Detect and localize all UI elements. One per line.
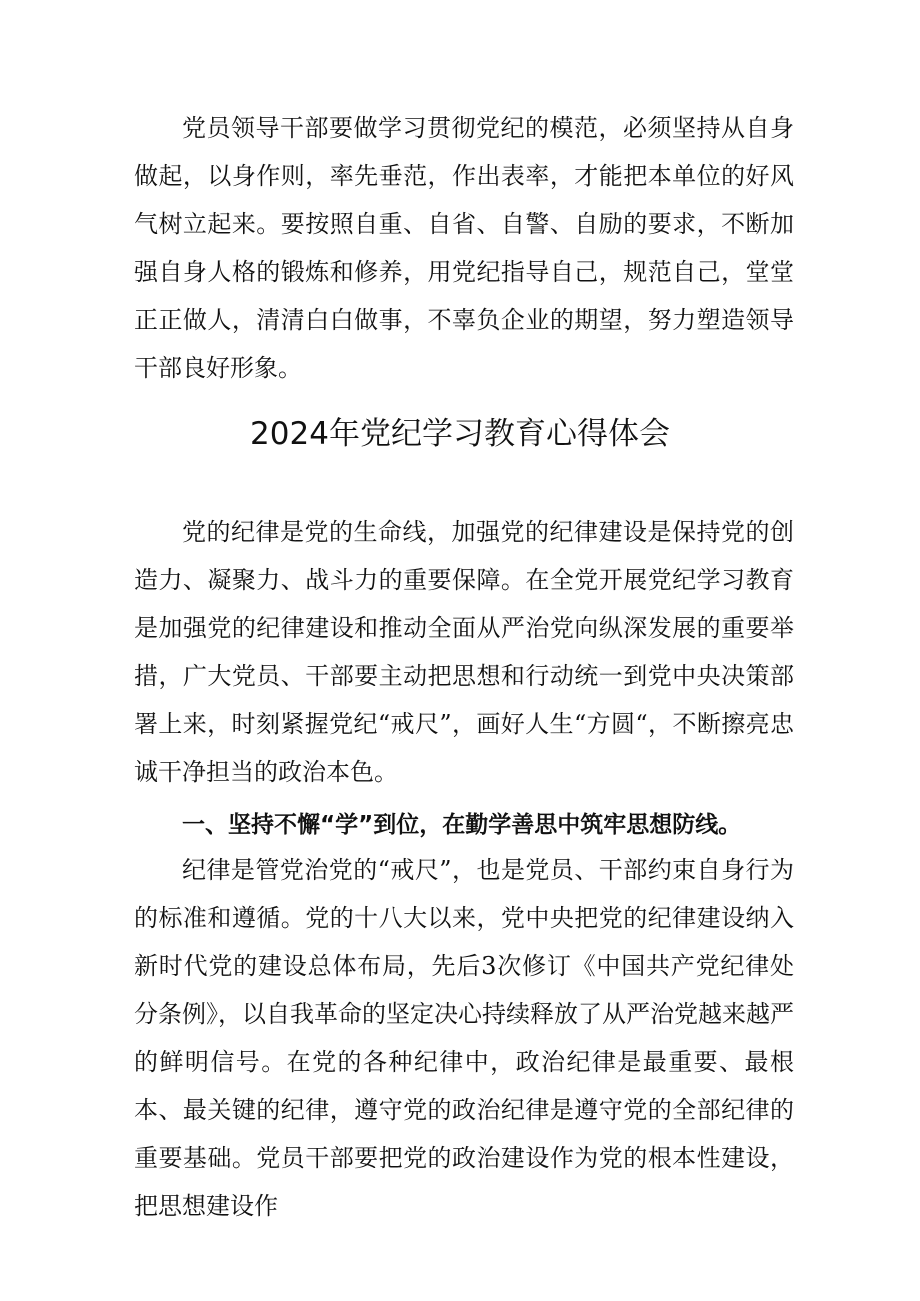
body-paragraph-2: 纪律是管党治党的“戒尺”，也是党员、干部约束自身行为的标准和遵循。党的十八大以来，党中央把党的纪律建设纳入新时代党的建设总体布局，先后3次修订《中国共产党纪律处分条例》，以自我革命的坚定决心持续释放了从严治党越来越严的鲜明信号。在党的各种纪律中，政治纪律是最重要、最根本、最关键的纪律，遵守党的政治纪律是遵守党的全部纪律的重要基础。党员干部要把党的政治建设作为党的根本性建设，把思想建设作 [134, 856, 794, 1220]
body-paragraph-1: 党的纪律是党的生命线，加强党的纪律建设是保持党的创造力、凝聚力、战斗力的重要保障。在全党开展党纪学习教育是加强党的纪律建设和推动全面从严治党向纵深发展的重要举措，广大党员、干部要主动把思想和行动统一到党中央决策部署上来，时刻紧握党纪“戒尺”，画好人生“方圆“，不断擦亮忠诚干净担当的政治本色。 [134, 518, 794, 786]
document-title: 2024年党纪学习教育心得体会 [250, 416, 670, 452]
intro-paragraph: 党员领导干部要做学习贯彻党纪的模范，必须坚持从自身做起，以身作则，率先垂范，作出表率，才能把本单位的好风气树立起来。要按照自重、自省、自警、自励的要求，不断加强自身人格的锻炼和修养，用党纪指导自己，规范自己，堂堂正正做人，清清白白做事，不辜负企业的期望，努力塑造领导干部良好形象。 [134, 114, 794, 382]
section-1-heading: 一、坚持不懈“学”到位，在勤学善思中筑牢思想防线。 [182, 812, 742, 838]
